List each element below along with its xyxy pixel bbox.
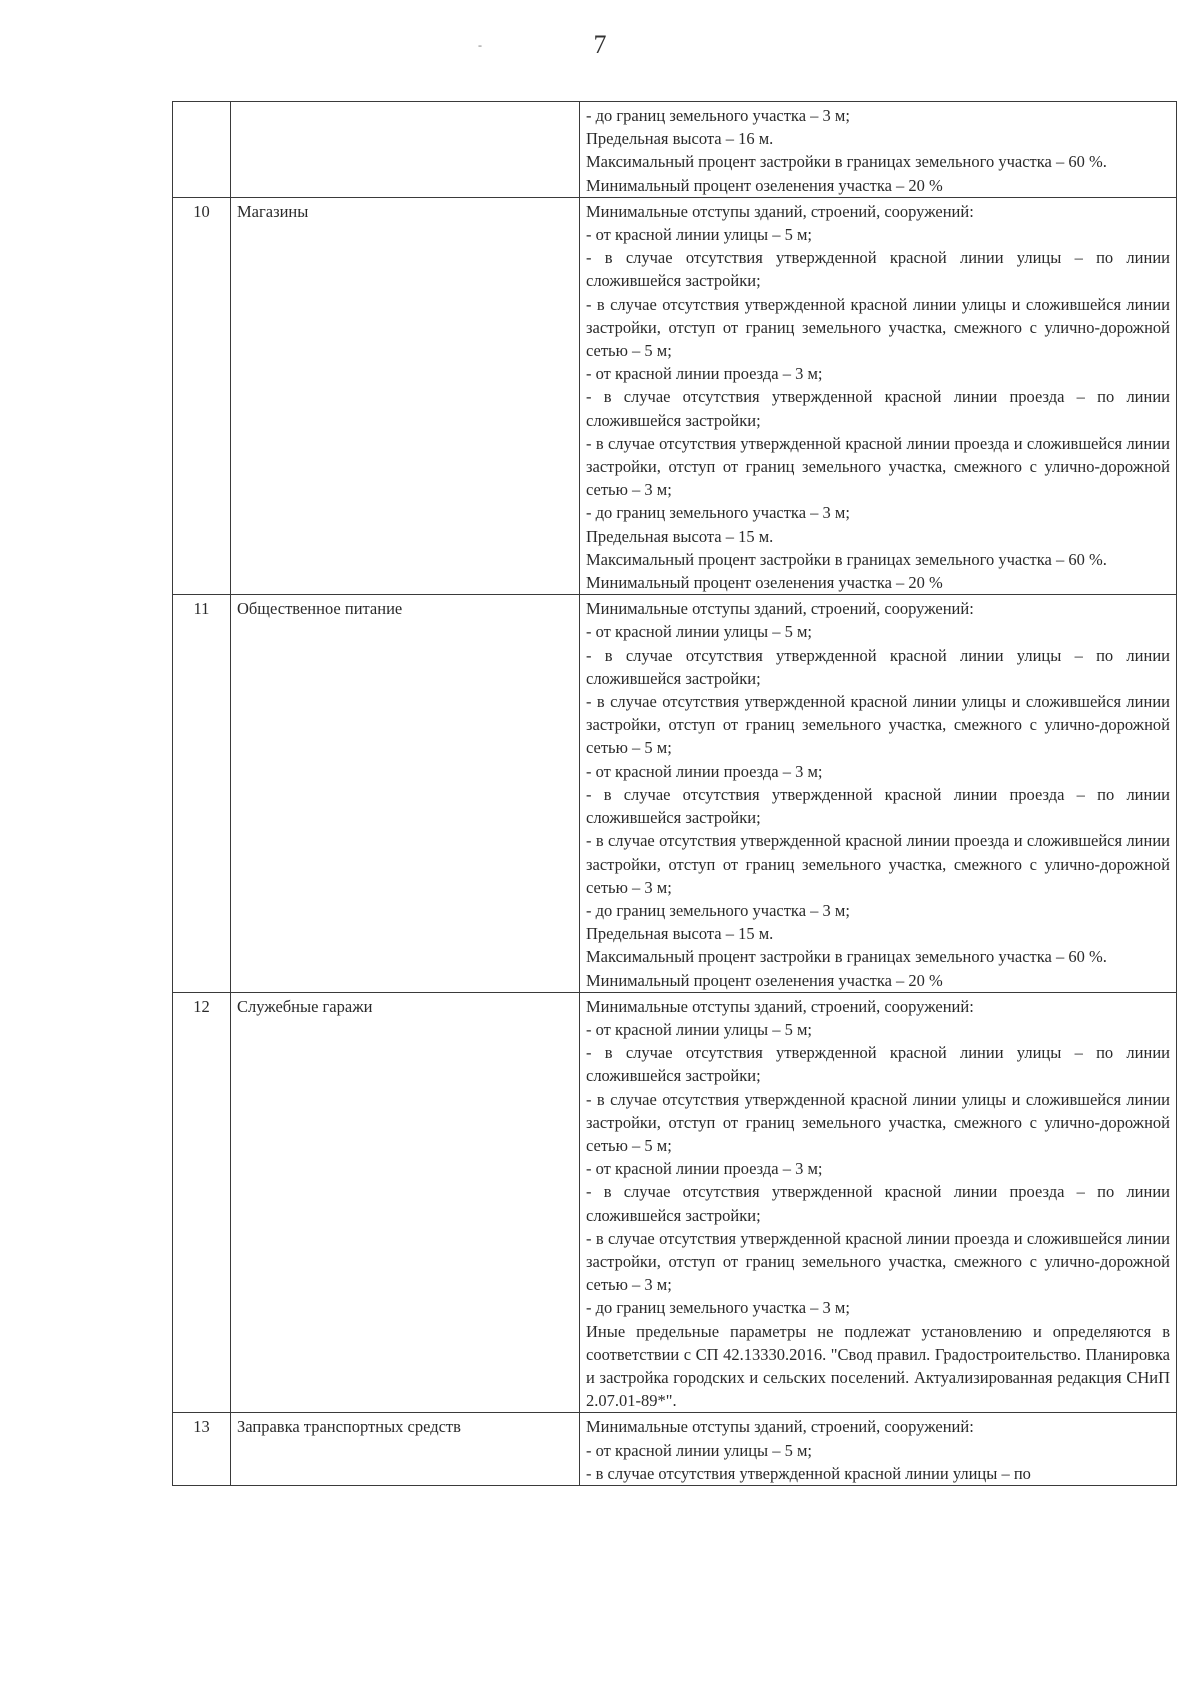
parameter-line: Иные предельные параметры не подлежат установлению и определяются в соответствии с СП 42.13330.2016. "Свод правил. Градостроительство. Планировка и застройка городских и сельских поселений. Актуализированная редакция СНиП 2.07.01-89*". — [586, 1321, 1170, 1411]
parameter-line: - в случае отсутствия утвержденной красной линии улицы и сложившейся линии застройки, отступ от границ земельного участка, смежного с улично-дорожной сетью – 5 м; — [586, 1089, 1170, 1155]
use-type-name: Общественное питание — [231, 595, 580, 992]
parameter-line: Минимальные отступы зданий, строений, сооружений: — [586, 201, 974, 221]
parameter-line: - до границ земельного участка – 3 м; — [586, 1298, 850, 1318]
parameter-line: - в случае отсутствия утвержденной красной линии проезда – по линии сложившейся застройки; — [586, 387, 1170, 430]
scan-mark: - — [478, 38, 482, 52]
parameters-cell — [580, 992, 1177, 1413]
row-number: 10 — [173, 197, 231, 594]
parameter-line: - до границ земельного участка – 3 м; — [586, 106, 850, 125]
parameter-line: - до границ земельного участка – 3 м; — [586, 503, 850, 523]
parameter-line: - в случае отсутствия утвержденной красной линии улицы и сложившейся линии застройки, отступ от границ земельного участка, смежного с улично-дорожной сетью – 5 м; — [586, 692, 1170, 758]
table-row — [173, 197, 1177, 594]
use-type-name — [231, 102, 580, 198]
parameter-line: - от красной линии проезда – 3 м; — [586, 364, 823, 384]
table-row — [173, 595, 1177, 992]
parameter-line: Максимальный процент застройки в границах земельного участка – 60 %. — [586, 549, 1107, 569]
parameter-line: Минимальные отступы зданий, строений, сооружений: — [586, 996, 974, 1016]
parameter-line: - от красной линии проезда – 3 м; — [586, 1159, 823, 1179]
table-row — [173, 1413, 1177, 1486]
row-number: 11 — [173, 595, 231, 992]
parameter-line: - в случае отсутствия утвержденной красной линии проезда и сложившейся линии застройки, отступ от границ земельного участка, смежного с улично-дорожной сетью – 3 м; — [586, 433, 1170, 500]
parameter-line: Предельная высота – 15 м. — [586, 526, 774, 546]
parameter-line: Максимальный процент застройки в границах земельного участка – 60 %. — [586, 947, 1107, 967]
table-row — [173, 102, 1177, 198]
parameters-cell — [580, 102, 1177, 198]
parameter-line: - в случае отсутствия утвержденной красной линии улицы – по линии сложившейся застройки; — [586, 1043, 1170, 1086]
parameters-cell — [580, 197, 1177, 594]
parameter-line: Минимальный процент озеленения участка – 20 % — [586, 970, 943, 990]
parameter-line: - в случае отсутствия утвержденной красной линии проезда – по линии сложившейся застройки; — [586, 1182, 1170, 1225]
parameter-line: Минимальные отступы зданий, строений, сооружений: — [586, 1417, 974, 1437]
parameter-line: - до границ земельного участка – 3 м; — [586, 900, 850, 920]
parameter-line: - в случае отсутствия утвержденной красной линии проезда – по линии сложившейся застройки; — [586, 784, 1170, 828]
parameter-line: Минимальный процент озеленения участка – 20 % — [586, 175, 943, 195]
parameter-line: - в случае отсутствия утвержденной красной линии улицы и сложившейся линии застройки, отступ от границ земельного участка, смежного с улично-дорожной сетью – 5 м; — [586, 294, 1170, 361]
use-type-name: Заправка транспортных средств — [231, 1413, 580, 1486]
parameter-line: - в случае отсутствия утвержденной красной линии улицы – по — [586, 1463, 1031, 1483]
row-number: 12 — [173, 992, 231, 1413]
parameter-line: - от красной линии улицы – 5 м; — [586, 225, 813, 245]
table-row — [173, 992, 1177, 1413]
parameter-line: Минимальный процент озеленения участка – 20 % — [586, 573, 943, 593]
regulations-table — [172, 101, 1177, 1486]
parameter-line: - в случае отсутствия утвержденной красной линии проезда и сложившейся линии застройки, отступ от границ земельного участка, смежного с улично-дорожной сетью – 3 м; — [586, 1228, 1170, 1295]
row-number: 13 — [173, 1413, 231, 1486]
parameter-line: Предельная высота – 15 м. — [586, 924, 774, 944]
parameter-line: - от красной линии улицы – 5 м; — [586, 622, 813, 642]
page-number: 7 — [593, 30, 607, 59]
parameters-cell — [580, 595, 1177, 992]
parameter-line: - в случае отсутствия утвержденной красной линии улицы – по линии сложившейся застройки; — [586, 248, 1170, 291]
parameter-line: - от красной линии улицы – 5 м; — [586, 1019, 813, 1039]
use-type-name: Служебные гаражи — [231, 992, 580, 1413]
parameter-line: Максимальный процент застройки в границах земельного участка – 60 %. — [586, 152, 1107, 172]
parameter-line: Предельная высота – 16 м. — [586, 129, 774, 149]
parameters-cell — [580, 1413, 1177, 1486]
parameter-line: - в случае отсутствия утвержденной красной линии улицы – по линии сложившейся застройки; — [586, 645, 1170, 688]
parameter-line: Минимальные отступы зданий, строений, сооружений: — [586, 599, 974, 619]
parameter-line: - от красной линии улицы – 5 м; — [586, 1440, 813, 1460]
row-number — [173, 102, 231, 198]
parameter-line: - от красной линии проезда – 3 м; — [586, 761, 823, 781]
use-type-name: Магазины — [231, 197, 580, 594]
parameter-line: - в случае отсутствия утвержденной красной линии проезда и сложившейся линии застройки, отступ от границ земельного участка, смежного с улично-дорожной сетью – 3 м; — [586, 831, 1170, 897]
